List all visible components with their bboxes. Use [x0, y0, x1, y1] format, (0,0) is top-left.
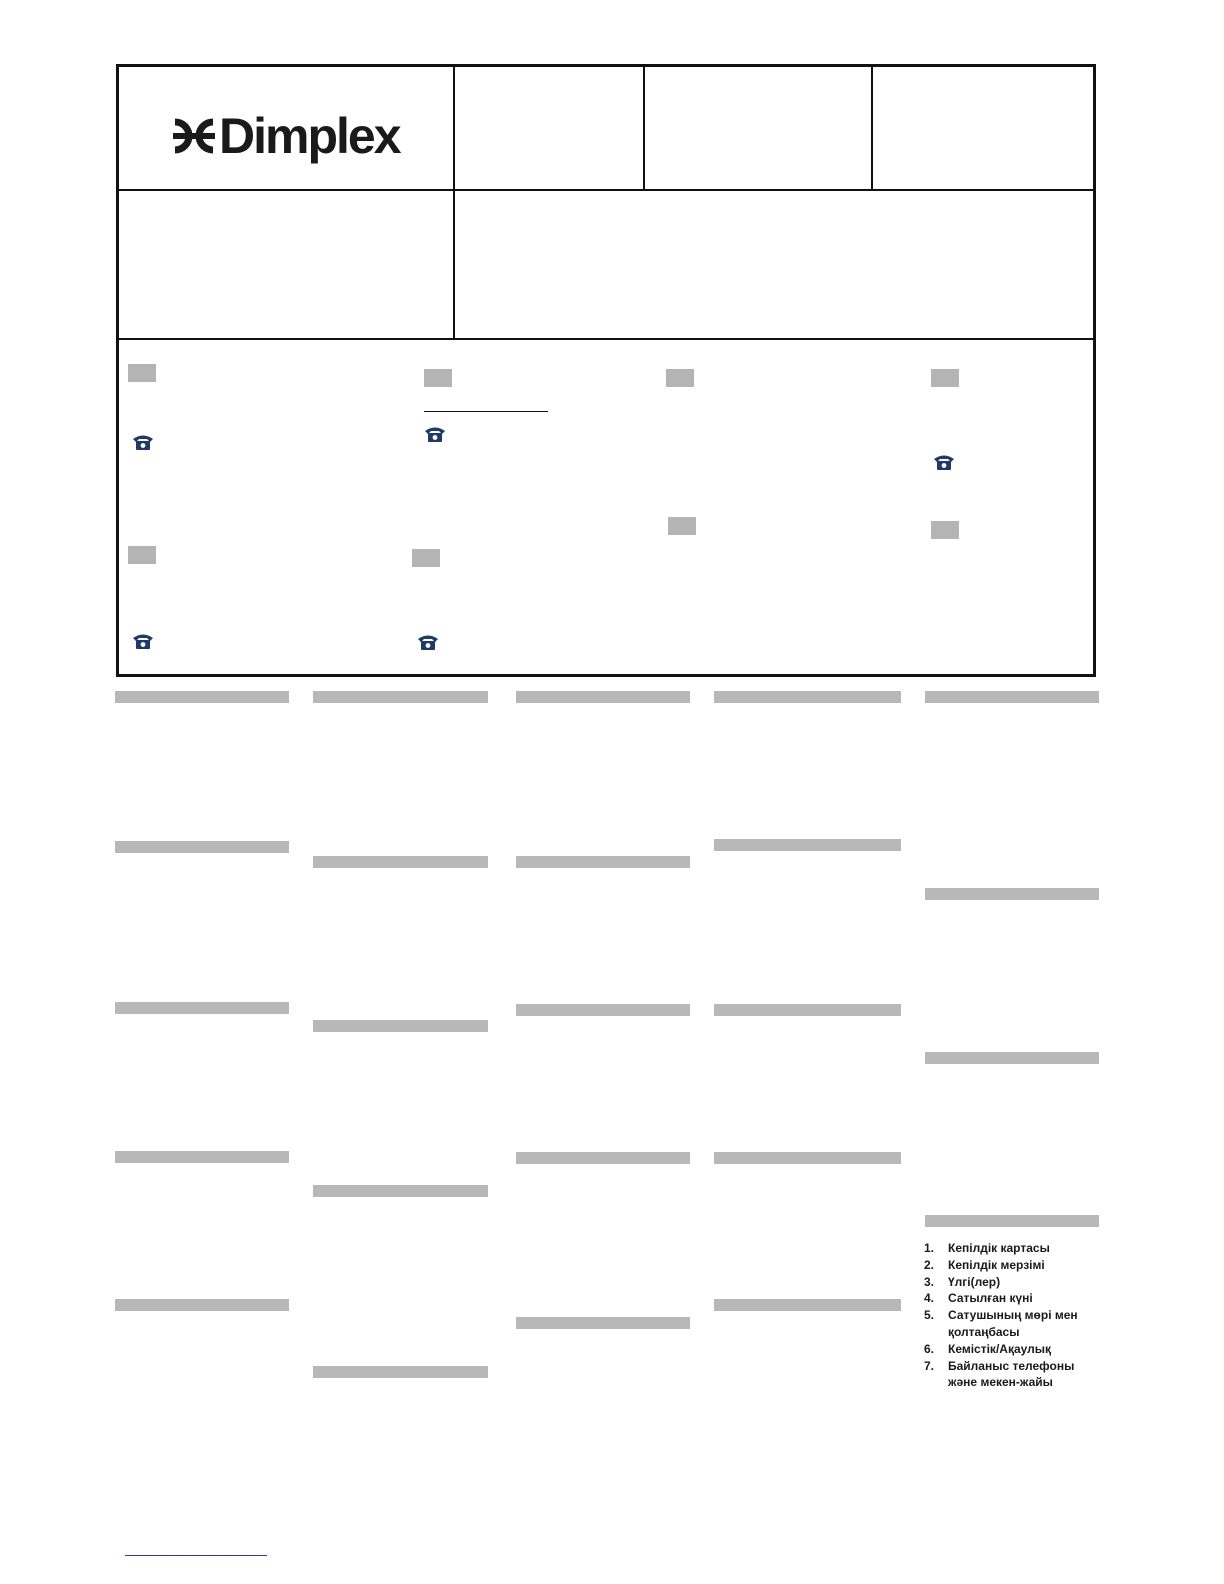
list-item: 7. Байланыс телефоны және мекен-жайы	[924, 1358, 1075, 1390]
country-label	[668, 517, 696, 535]
section-header-bar	[516, 1317, 690, 1329]
underline	[424, 411, 548, 412]
section-header-bar	[313, 856, 488, 868]
country-label	[128, 364, 156, 382]
telephone-icon	[417, 633, 439, 651]
section-header-bar	[313, 691, 488, 703]
footer-link-underline[interactable]	[125, 1555, 267, 1556]
list-item: 3. Үлгі(лер)	[924, 1274, 1001, 1289]
section-header-bar	[714, 839, 901, 851]
section-header-bar	[925, 1052, 1099, 1064]
card-divider	[453, 67, 455, 340]
card-divider	[119, 338, 1093, 340]
section-header-bar	[516, 1004, 690, 1016]
warranty-checklist	[924, 1240, 1104, 1391]
telephone-icon	[132, 632, 154, 650]
country-label	[424, 369, 452, 387]
brand-name: Dimplex	[219, 108, 400, 164]
warranty-card	[116, 64, 1096, 677]
section-header-bar	[925, 691, 1099, 703]
section-header-bar	[714, 691, 901, 703]
section-header-bar	[516, 691, 690, 703]
section-header-bar	[115, 691, 289, 703]
section-header-bar	[516, 856, 690, 868]
country-label	[128, 546, 156, 564]
list-item: 1. Кепілдік картасы	[924, 1241, 1050, 1255]
section-header-bar	[115, 1299, 289, 1311]
section-header-bar	[313, 1185, 488, 1197]
section-header-bar	[925, 888, 1099, 900]
section-header-bar	[115, 841, 289, 853]
telephone-icon	[132, 433, 154, 451]
list-item: 5. Сатушының мөрі мен қолтаңбасы	[924, 1308, 1078, 1339]
telephone-icon	[424, 425, 446, 443]
section-header-bar	[115, 1002, 289, 1014]
country-label	[412, 549, 440, 567]
section-header-bar	[714, 1004, 901, 1016]
list-item: 2. Кепілдік мерзімі	[924, 1257, 1045, 1272]
section-header-bar	[714, 1299, 901, 1311]
section-header-bar	[516, 1152, 690, 1164]
dimplex-logo	[171, 108, 400, 164]
section-header-bar	[313, 1020, 488, 1032]
country-label	[931, 521, 959, 539]
country-label	[666, 369, 694, 387]
card-divider	[119, 189, 1093, 191]
section-header-bar	[925, 1215, 1099, 1227]
card-divider	[871, 67, 873, 190]
section-header-bar	[714, 1152, 901, 1164]
dimplex-mark-icon	[171, 116, 217, 156]
country-label	[931, 369, 959, 387]
section-header-bar	[115, 1151, 289, 1163]
telephone-icon	[933, 453, 955, 471]
list-item: 4. Сатылған күні	[924, 1291, 1033, 1306]
list-item: 6. Кемістік/Ақаулық	[924, 1341, 1052, 1356]
card-divider	[643, 67, 645, 190]
section-header-bar	[313, 1366, 488, 1378]
